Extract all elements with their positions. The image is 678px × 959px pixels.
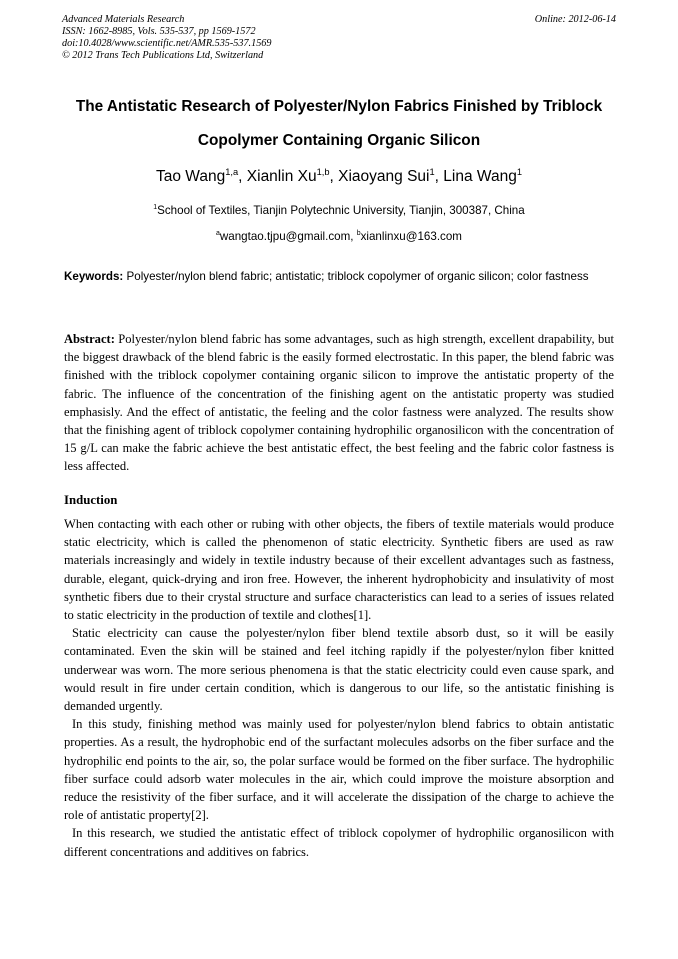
paragraph: In this research, we studied the antistatic effect of triblock copolymer of hydrophilic organosilicon with different concentrations and additives on fabrics. [64,826,614,859]
keywords-block [64,266,614,288]
author-superscript: 1,a [225,166,239,177]
author-name: Xiaoyang Sui [338,168,430,185]
author-name: Lina Wang [443,168,517,185]
keywords-label: Keywords: [64,270,124,283]
author-emails: $^a$wangtao.tjpu@gmail.com, $^b$xianlinxu@163.com [216,230,462,243]
email-superscript: a [216,230,220,238]
author-name: Tao Wang [156,168,226,185]
abstract-text: Polyester/nylon blend fabric has some advantages, such as high strength, excellent drapability, but the biggest drawback of the blend fabric is the easily formed electrostatic. In this paper, the blend fabric was finished with the triblock copolymer containing organic silicon to improve the antistatic property of the fabric. The influence of the concentration of the finishing agent on the antistatic property was studied emphasisly. And the effect of antistatic, the feeling and the color fastness were analyzed. The results show that the finishing agent of triblock copolymer containing hydrophilic organosilicon with the concentration of 15 g/L can make the fabric achieve the best antistatic effect, the best feeling and the fabric color fastness is less affected. [64,332,614,474]
author-name: Xianlin Xu [246,168,317,185]
affiliation-superscript: 1 [153,204,158,212]
paragraph: Static electricity can cause the polyester/nylon fiber blend textile absorb dust, so it will be easily contaminated. Even the skin will be stained and feel itching rapidly if the polyester/nylon fiber knitted underwear was worn. The more serious phenomena is that the static electricity could even cause spark, and would result in fire under certain condition, which is dangerous to our life, so the antistatic finishing is demanded urgently. [64,626,614,714]
email-address: xianlinxu@163.com [360,230,462,243]
doi-line: doi:10.4028/www.scientific.net/AMR.535-537.1569 [62,38,272,49]
paper-title: The Antistatic Research of Polyester/Nylon Fabrics Finished by Triblock Copolymer Containing Organic Silicon [75,98,603,149]
author-superscript: 1 [516,166,522,177]
abstract-label: Abstract: [64,332,115,346]
paragraph: When contacting with each other or rubing with other objects, the fibers of textile materials would produce static electricity, which is called the phenomenon of static electricity. Synthetic fibers are used as raw materials increasingly and widely in textile industry because of their excellent advantages such as fastness, durable, elegant, quick-drying and iron free. However, the inherent hydrophobicity and insulativity of most synthetic fibers due to their crystal structure and surface characteristics can lead to a series of issues related to static electricity in the production of textile and clothes[1]. [64,517,614,623]
affiliation [20,203,658,219]
journal-name: Advanced Materials Research [62,14,185,25]
author-list: Tao Wang$^{1,a}$, Xianlin Xu$^{1,b}$, Xiaoyang Sui$^1$, Lina Wang$^1$ [156,166,522,185]
copyright-line: © 2012 Trans Tech Publications Ltd, Switzerland [62,50,264,61]
email-address: wangtao.tjpu@gmail.com [219,230,351,243]
online-date: Online: 2012-06-14 [534,14,616,25]
affiliation-text: School of Textiles, Tianjin Polytechnic University, Tianjin, 300387, China [157,204,525,217]
section-heading: Induction [64,493,118,507]
abstract-block [64,330,614,476]
email-superscript: b [356,230,361,238]
journal-header [62,14,616,62]
issn-line: ISSN: 1662-8985, Vols. 535-537, pp 1569-1572 [62,26,256,37]
author-superscript: 1,b [316,166,330,177]
keywords-text: Polyester/nylon blend fabric; antistatic; triblock copolymer of organic silicon; color fastness [126,270,589,283]
introduction-body [64,515,614,861]
paragraph: In this study, finishing method was mainly used for polyester/nylon blend fabrics to obtain antistatic properties. As a result, the hydrophobic end of the surfactant molecules adsorbs on the fiber surface and the hydrophilic end points to the air, so, the polar surface would be formed on the fiber surface. The hydrophilic fiber surface could adsorb water molecules in the air, which could improve the moisture absorption and reduce the resistivity of the fiber surface, and it will accelerate the dissipation of the charge to achieve the role of antistatic property[2]. [64,717,614,823]
author-superscript: 1 [429,166,435,177]
